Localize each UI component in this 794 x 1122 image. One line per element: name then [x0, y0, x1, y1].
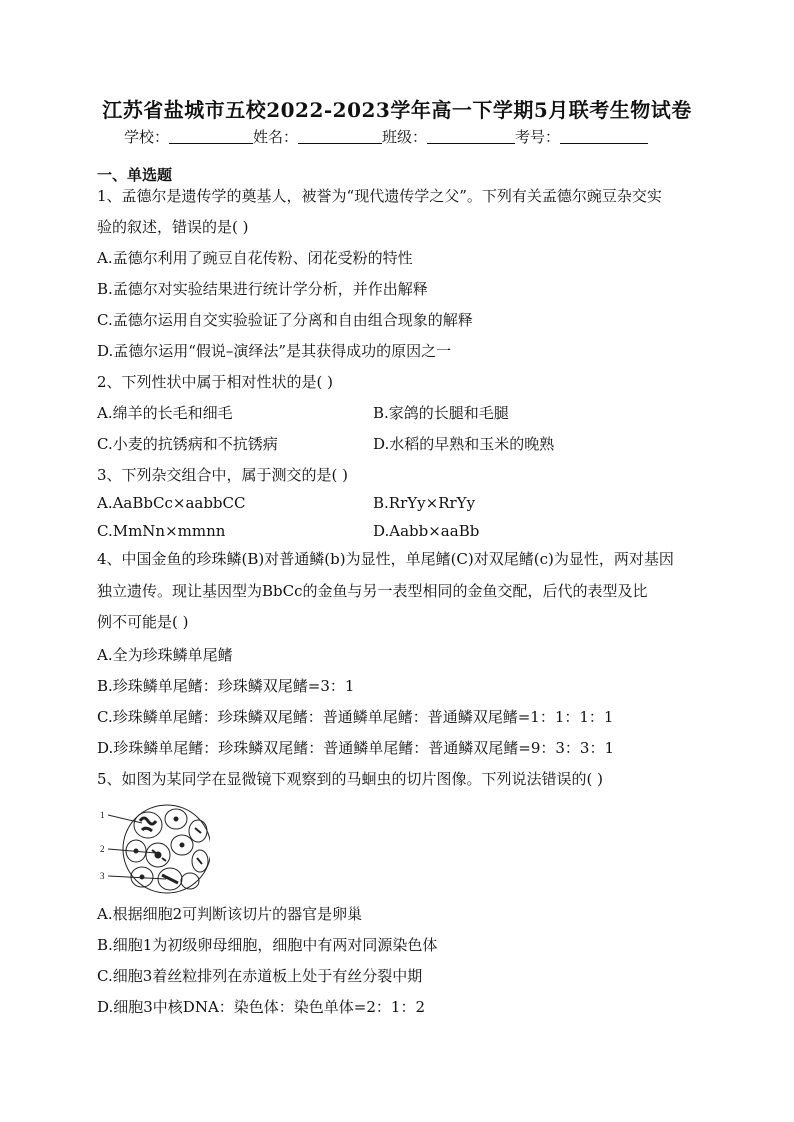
exam-title: 江苏省盐城市五校2022-2023学年高一下学期5月联考生物试卷 — [102, 98, 692, 122]
microscope-section-figure — [100, 803, 210, 895]
figure-label-3: 3 — [100, 871, 105, 881]
cell-1 — [134, 812, 162, 838]
question-4-option-c: C.珍珠鳞单尾鳍：珍珠鳞双尾鳍：普通鳞单尾鳍：普通鳞双尾鳍=1：1：1：1 — [97, 708, 614, 726]
question-4-option-b: B.珍珠鳞单尾鳍：珍珠鳞双尾鳍=3：1 — [97, 677, 355, 695]
figure-label-1: 1 — [100, 810, 105, 820]
nucleus-left — [134, 849, 138, 853]
question-1-option-d: D.孟德尔运用“假说–演绎法”是其获得成功的原因之一 — [97, 342, 452, 360]
question-3-stem: 3、下列杂交组合中，属于测交的是( ) — [97, 466, 349, 484]
section-title: 一、单选题 — [97, 166, 173, 184]
question-5-option-a: A.根据细胞2可判断该切片的器官是卵巢 — [97, 905, 363, 923]
question-2-option-b: B.家鸽的长腿和毛腿 — [373, 404, 509, 422]
chromosome-1b — [142, 828, 152, 831]
question-3-option-c: C.MmNn×mmnn — [97, 522, 226, 540]
class-label: 班级： — [382, 128, 428, 146]
nucleus-center-right — [180, 843, 184, 847]
question-4-stem-line-2: 独立遗传。现让基因型为BbCc的金鱼与另一表型相同的金鱼交配，后代的表型及比 — [97, 582, 648, 600]
question-1-stem-line-2: 验的叙述，错误的是( ) — [97, 218, 249, 236]
question-4-option-a: A.全为珍珠鳞单尾鳍 — [97, 646, 233, 664]
chromosome-1a — [140, 818, 156, 824]
question-4-stem-line-3: 例不可能是( ) — [97, 613, 189, 631]
question-1-option-c: C.孟德尔运用自交实验验证了分离和自由组合现象的解释 — [97, 311, 473, 329]
question-2-option-a: A.绵羊的长毛和细毛 — [97, 404, 233, 422]
name-label: 姓名： — [253, 128, 299, 146]
question-1-stem-line-1: 1、孟德尔是遗传学的奠基人，被誉为“现代遗传学之父”。下列有关孟德尔豌豆杂交实 — [97, 187, 662, 205]
question-1-option-a: A.孟德尔利用了豌豆自花传粉、闭花受粉的特性 — [97, 249, 413, 267]
question-4-stem-line-1: 4、中国金鱼的珍珠鳞(B)对普通鳞(b)为显性，单尾鳍(C)对双尾鳍(c)为显性，两对基因 — [97, 550, 674, 568]
figure-label-2: 2 — [100, 844, 105, 854]
question-1-option-b: B.孟德尔对实验结果进行统计学分析，并作出解释 — [97, 280, 428, 298]
exam-number-blank — [560, 129, 648, 144]
name-blank — [298, 129, 382, 144]
class-blank — [427, 129, 515, 144]
nucleus-bottom-left — [140, 875, 144, 879]
chromosome-right — [195, 828, 202, 864]
school-label: 学校： — [124, 128, 170, 146]
school-blank — [169, 129, 253, 144]
question-5-option-c: C.细胞3着丝粒排列在赤道板上处于有丝分裂中期 — [97, 967, 423, 985]
pointer-line-3 — [108, 876, 166, 879]
question-3-option-d: D.Aabb×aaBb — [373, 522, 480, 540]
exam-number-label: 考号： — [515, 128, 561, 146]
question-5-option-b: B.细胞1为初级卵母细胞，细胞中有两对同源染色体 — [97, 936, 438, 954]
question-5-option-d: D.细胞3中核DNA：染色体：染色单体=2：1：2 — [97, 998, 425, 1016]
pointer-line-1 — [108, 815, 142, 823]
question-3-option-b: B.RrYy×RrYy — [373, 494, 476, 512]
student-info-row — [124, 126, 648, 147]
pointer-line-2 — [108, 849, 156, 853]
nucleus-top — [174, 817, 178, 821]
question-5-stem: 5、如图为某同学在显微镜下观察到的马蛔虫的切片图像。下列说法错误的( ) — [97, 770, 604, 788]
question-3-option-a: A.AaBbCc×aabbCC — [97, 494, 246, 512]
question-2-option-c: C.小麦的抗锈病和不抗锈病 — [97, 435, 278, 453]
question-2-stem: 2、下列性状中属于相对性状的是( ) — [97, 373, 334, 391]
question-4-option-d: D.珍珠鳞单尾鳍：珍珠鳞双尾鳍：普通鳞单尾鳍：普通鳞双尾鳍=9：3：3：1 — [97, 739, 615, 757]
question-2-option-d: D.水稻的早熟和玉米的晚熟 — [373, 435, 555, 453]
